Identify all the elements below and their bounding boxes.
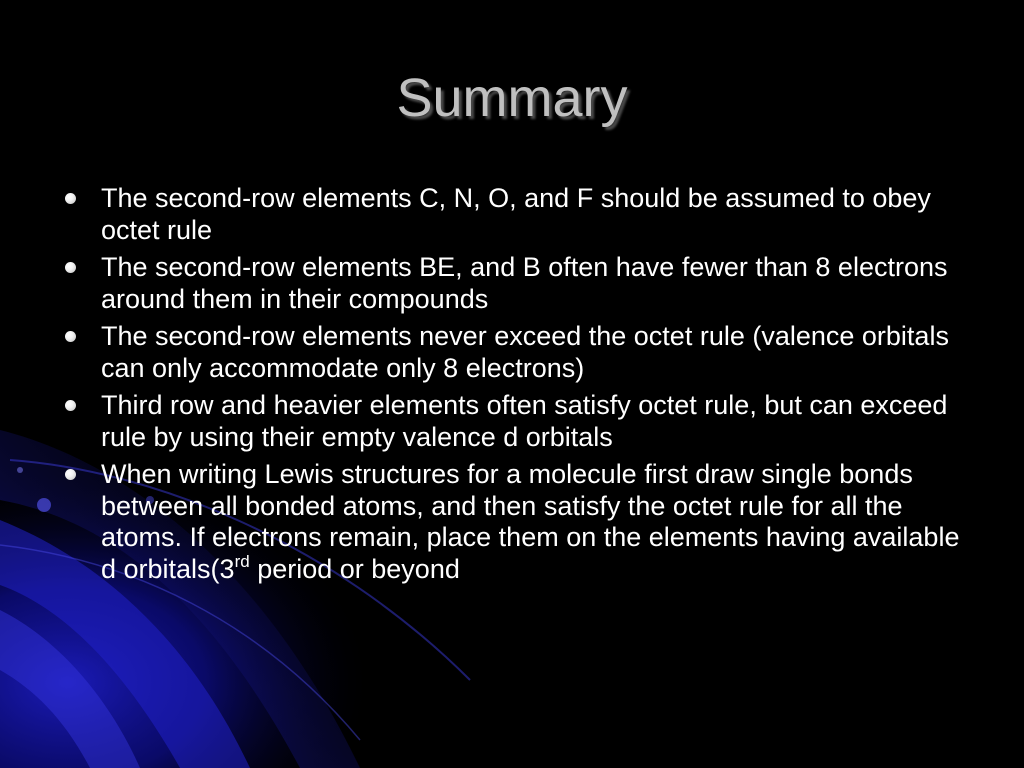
bullet-dot-icon	[65, 193, 76, 204]
bullet-item	[58, 459, 978, 585]
bullet-list	[58, 183, 978, 591]
bullet-dot-icon	[65, 469, 76, 480]
bullet-item	[58, 390, 978, 453]
slide-title: Summary	[396, 68, 628, 128]
bullet-text: Third row and heavier elements often satisfy octet rule, but can exceed rule by using their empty valence d orbitals	[101, 390, 948, 452]
bullet-item	[58, 252, 978, 315]
bullet-dot-icon	[65, 262, 76, 273]
bullet-text: The second-row elements C, N, O, and F should be assumed to obey octet rule	[101, 183, 931, 245]
bullet-dot-icon	[65, 331, 76, 342]
bullet-text: The second-row elements never exceed the octet rule (valence orbitals can only accommodate only 8 electrons)	[101, 321, 949, 383]
bullet-text: The second-row elements BE, and B often have fewer than 8 electrons around them in their compounds	[101, 252, 948, 314]
bullet-text	[101, 459, 959, 584]
bullet-dot-icon	[65, 400, 76, 411]
bullet-text-main: When writing Lewis structures for a molecule first draw single bonds between all bonded atoms, and then satisfy the octet rule for all the atoms. If electrons remain, place them on the elements having available d orbitals(3	[101, 459, 960, 584]
bullet-item	[58, 183, 978, 246]
superscript-rd: rd	[234, 551, 250, 571]
bullet-item	[58, 321, 978, 384]
bullet-text-continuation: period or beyond	[249, 553, 460, 584]
